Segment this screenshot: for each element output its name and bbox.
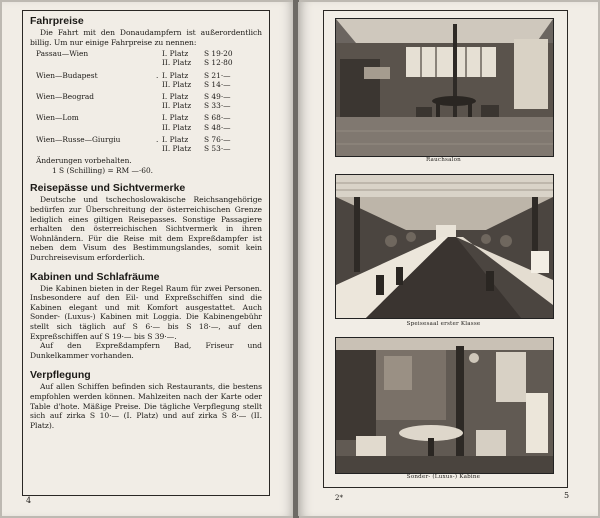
fare-price: S 19·20	[204, 49, 233, 59]
fare-route: Wien—Russe—Giurgiu	[36, 134, 121, 144]
fare-price: S 68·—	[204, 113, 231, 123]
fare-row	[30, 71, 262, 89]
caption-rauchsalon: Rauchsalon	[426, 157, 461, 163]
fare-price: S 76·—	[204, 134, 231, 144]
left-page	[2, 2, 295, 516]
fare-class-label: I. Platz	[162, 49, 189, 59]
reisepaesse-text: Deutsche und tschechoslowakische Reichsangehörige bedürfen zur Überschreitung der österreichischen Grenze lediglich eines giltigen Reisepasses. Sonstige Passagiere erhalten den österreichischen Sichtvermerk in ihren Wohnländern. Für die Reise mit dem Expreßdampfer ist neben dem Visum des Bestimmungslandes, somit kein Durchreisevisum erforderlich.	[30, 195, 262, 262]
fare-note: Änderungen vorbehalten.	[36, 156, 132, 166]
fahrpreise-title: Fahrpreise	[30, 15, 84, 27]
fare-class	[162, 58, 233, 67]
left-page-content	[30, 14, 262, 430]
photo-luxus-kabine	[335, 337, 554, 474]
fare-price: S 49·—	[204, 92, 231, 101]
fare-price: S 33·—	[204, 101, 231, 111]
fare-class-label: II. Platz	[162, 122, 192, 132]
fare-class-label: I. Platz	[162, 113, 189, 123]
fare-row	[30, 49, 262, 67]
fare-class	[162, 135, 231, 144]
verpflegung-title: Verpflegung	[30, 369, 91, 382]
fare-price: S 12·80	[204, 58, 233, 68]
fare-route: Wien—Beograd	[36, 92, 95, 101]
photo-speisesaal	[335, 174, 554, 319]
fare-class	[162, 49, 233, 58]
fare-route: Wien—Budapest	[36, 70, 98, 80]
fare-class	[162, 80, 231, 89]
fare-class-label: II. Platz	[162, 58, 192, 68]
fare-class	[162, 71, 231, 80]
fare-class	[162, 144, 231, 153]
fare-dots: .	[156, 70, 159, 80]
exchange-rate: 1 S (Schilling) = RM —·60.	[52, 165, 154, 175]
fare-row	[30, 135, 262, 153]
caption-luxus-kabine: Sonder- (Luxus-) Kabine	[406, 474, 481, 480]
verpflegung-text: Auf allen Schiffen befinden sich Restaurants, die bestens empfohlen werden können. Mahlzeiten nach der Karte oder Table d'hote. Mäßige Preise. Die tägliche Verpflegung stellt sich auf zirka S 10·— (I. Platz) und auf zirka S 8·— (II. Platz).	[30, 382, 262, 430]
fare-class	[162, 113, 231, 122]
kabinen-text-2: Auf den Expreßdampfern Bad, Friseur und Dunkelkammer vorhanden.	[30, 341, 262, 360]
fare-class	[162, 123, 231, 132]
fare-class-label: II. Platz	[162, 101, 192, 111]
right-page-number: 5	[564, 491, 570, 500]
fare-route: Passau—Wien	[36, 49, 89, 59]
fare-route: Wien—Lom	[36, 113, 79, 123]
fare-class-label: I. Platz	[162, 92, 189, 101]
signature-mark: 2*	[335, 494, 343, 502]
photo-rauchsalon	[335, 18, 554, 157]
speisesaal-image	[336, 175, 553, 318]
fare-price: S 21·—	[204, 70, 231, 80]
fare-price: S 53·—	[204, 144, 231, 154]
right-page	[298, 2, 598, 516]
fare-row	[30, 92, 262, 110]
caption-speisesaal: Speisesaal erster Klasse	[406, 321, 481, 327]
fare-class	[162, 101, 231, 110]
fare-class-label: I. Platz	[162, 70, 189, 80]
reisepaesse-title: Reisepässe und Sichtvermerke	[30, 182, 186, 195]
kabinen-title: Kabinen und Schlafräume	[30, 270, 160, 283]
fare-class-label: I. Platz	[162, 134, 189, 144]
fahrpreise-intro: Die Fahrt mit den Donaudampfern ist außerordentlich billig. Um nur einige Fahrpreise zu nennen:	[30, 28, 262, 47]
fare-table	[30, 49, 262, 153]
fare-price: S 14·—	[204, 79, 231, 89]
fare-class-label: II. Platz	[162, 144, 192, 154]
fare-class	[162, 92, 231, 101]
left-page-number: 4	[26, 496, 32, 505]
luxus-kabine-image	[336, 338, 553, 473]
fare-class-label: II. Platz	[162, 79, 192, 89]
kabinen-text: Die Kabinen bieten in der Regel Raum für zwei Personen. Insbesondere auf den Eil- und Expreßschiffen sind die Kabinen elegant und mit Komfort ausgestattet. Auch Sonder- (Luxus-) Kabinen mit Loggia. Die Kabinengebühr stellt sich täglich auf S 6·— bis S 18·—, auf den Expreßschiffen auf S 19·— bis S 39·—.	[30, 283, 262, 341]
fare-row	[30, 113, 262, 131]
fare-dots: .	[156, 134, 159, 144]
rauchsalon-image	[336, 19, 553, 156]
fare-price: S 48·—	[204, 122, 231, 132]
